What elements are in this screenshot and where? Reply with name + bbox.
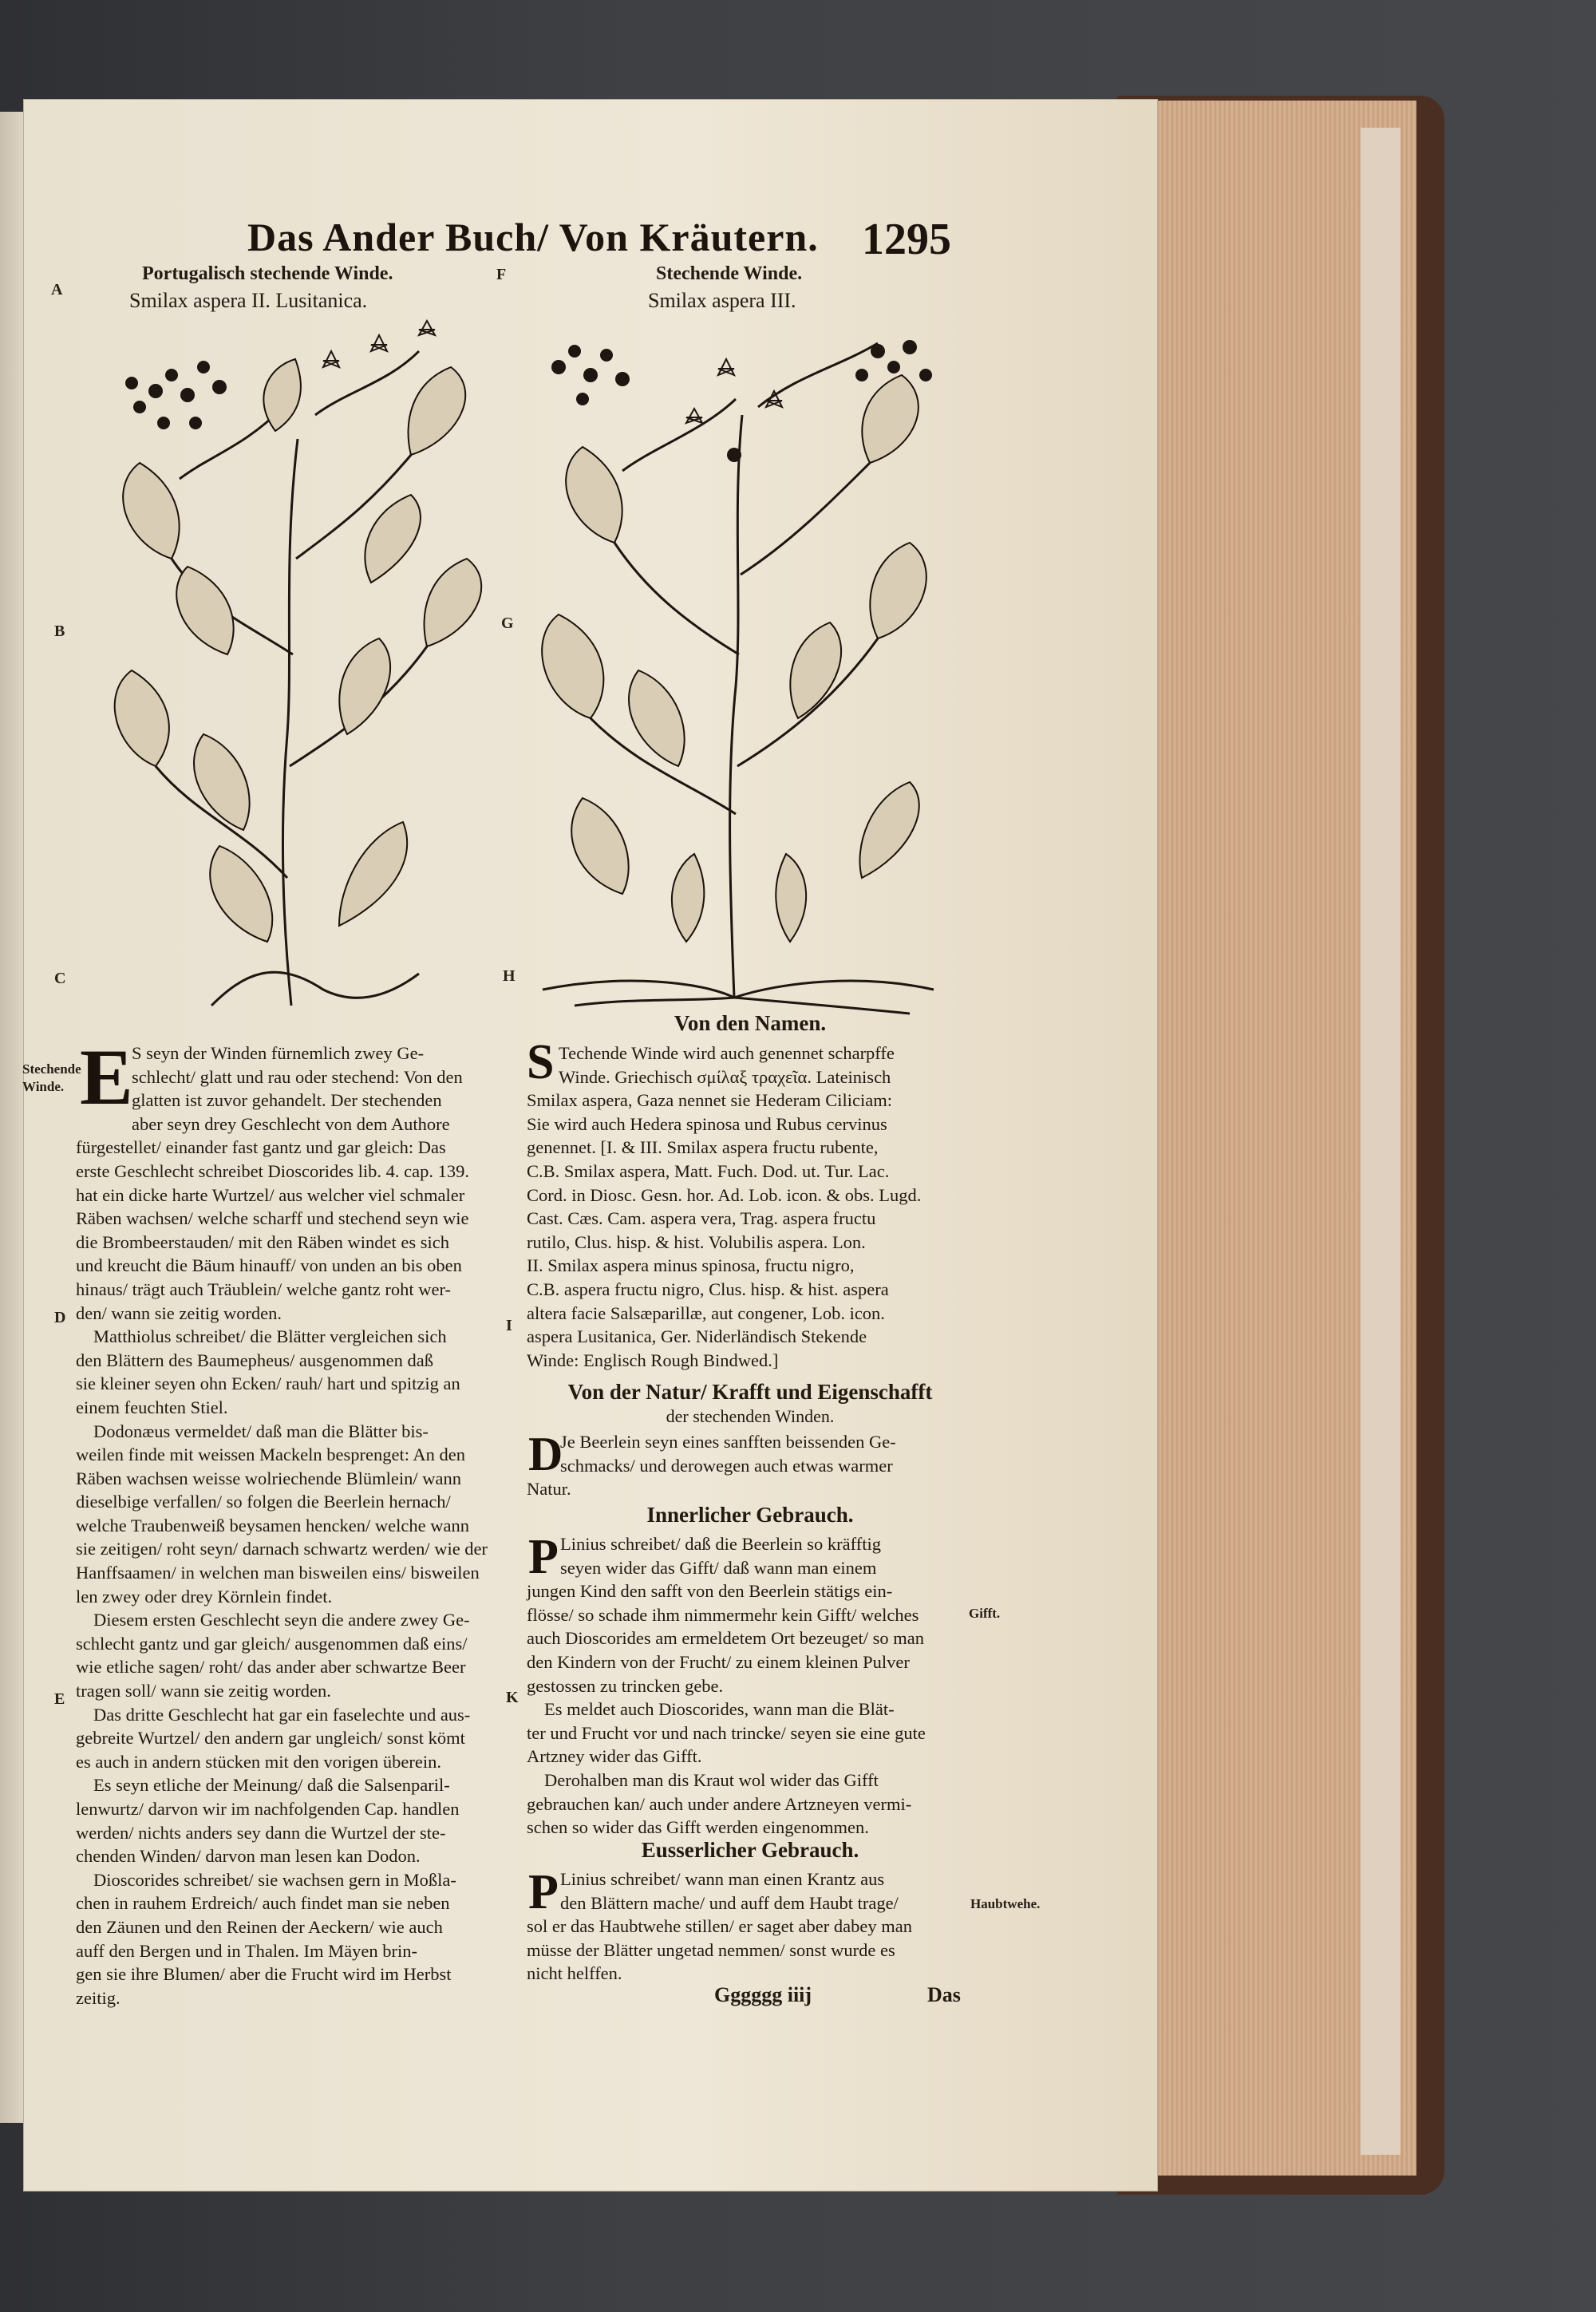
side-note-haubtwehe: Haubtwehe. bbox=[970, 1896, 1041, 1911]
text-line: Das dritte Geschlecht hat gar ein faselechte und aus- bbox=[93, 1704, 471, 1725]
text-line: Smilax aspera, Gaza nennet sie Hederam Ciliciam: bbox=[527, 1090, 892, 1111]
text-line: Linius schreibet/ daß die Beerlein so kräfftig bbox=[560, 1534, 881, 1554]
text-line: sie zeitigen/ roht seyn/ darnach schwartz werden/ wie der bbox=[76, 1539, 488, 1559]
text-line: len zwey oder drey Körnlein findet. bbox=[76, 1586, 333, 1607]
margin-letter-f: F bbox=[496, 266, 507, 283]
text-line: es auch in andern stücken mit den vorigen überein. bbox=[76, 1751, 441, 1772]
signature-mark: Gggggg iiij bbox=[714, 1983, 812, 2006]
text-line: seyen wider das Gifft/ daß wann man einem bbox=[560, 1557, 877, 1578]
left-column-text bbox=[76, 1041, 507, 2010]
side-note-stechende: Stechende bbox=[22, 1061, 81, 1077]
names-text bbox=[527, 1041, 974, 1372]
text-line: Derohalben man dis Kraut wol wider das Gifft bbox=[544, 1769, 879, 1790]
text-line: Es seyn etliche der Meinung/ daß die Salsenparil- bbox=[93, 1775, 450, 1796]
text-line: tragen soll/ wann sie zeitig worden. bbox=[76, 1681, 331, 1701]
text-line: Linius schreibet/ wann man einen Krantz aus bbox=[560, 1869, 885, 1889]
text-line: Räben wachsen/ welche scharff und stechend seyn wie bbox=[76, 1208, 469, 1229]
margin-letter-k: K bbox=[506, 1689, 519, 1706]
external-dropcap: P bbox=[528, 1865, 559, 1919]
text-line: einem feuchten Stiel. bbox=[76, 1397, 228, 1417]
text-line: den Blättern mache/ und auff dem Haubt trage/ bbox=[560, 1892, 899, 1913]
margin-letter-b: B bbox=[54, 622, 65, 640]
text-line: Winde: Englisch Rough Bindwed.] bbox=[527, 1350, 779, 1370]
text-line: schlecht/ glatt und rau oder stechend: Von den bbox=[132, 1066, 463, 1087]
margin-letter-h: H bbox=[503, 967, 516, 985]
section-heading-external-use: Eusserlicher Gebrauch. bbox=[641, 1838, 859, 1862]
text-line: gebrauchen kan/ auch under andere Artzneyen vermi- bbox=[527, 1793, 912, 1814]
text-line: sie kleiner seyen ohn Ecken/ rauh/ hart und spitzig an bbox=[76, 1373, 460, 1394]
nature-dropcap: D bbox=[528, 1428, 563, 1480]
text-line: Cord. in Diosc. Gesn. hor. Ad. Lob. icon. & obs. Lugd. bbox=[527, 1184, 922, 1205]
external-text bbox=[527, 1867, 974, 1986]
internal-dropcap: P bbox=[528, 1530, 559, 1584]
names-dropcap: S bbox=[527, 1035, 555, 1089]
text-line: den Zäunen und den Reinen der Aeckern/ wie auch bbox=[76, 1916, 443, 1937]
section-subheading-nature: der stechenden Winden. bbox=[666, 1405, 835, 1426]
margin-letter-c: C bbox=[54, 970, 66, 987]
text-line: den Kindern von der Frucht/ zu einem kleinen Pulver bbox=[527, 1651, 910, 1672]
text-line: Techende Winde wird auch genennet scharpffe bbox=[559, 1043, 895, 1063]
side-note-winde: Winde. bbox=[22, 1079, 65, 1094]
text-line: auch Dioscorides am ermeldetem Ort bezeuget/ so man bbox=[527, 1628, 924, 1649]
text-line: Dodonæus vermeldet/ daß man die Blätter bis- bbox=[93, 1421, 429, 1441]
text-line: dieselbige verfallen/ so folgen die Beerlein hernach/ bbox=[76, 1492, 451, 1512]
running-head: Das Ander Buch/ Von Kräutern. bbox=[247, 215, 819, 259]
text-line: chenden Winden/ darvon man lesen kan Dodon. bbox=[76, 1846, 421, 1867]
section-heading-names: Von den Namen. bbox=[674, 1011, 827, 1035]
heading-nature-block bbox=[527, 1381, 974, 1428]
nature-text bbox=[527, 1430, 974, 1501]
text-line: weilen finde mit weissen Mackeln besprenget: An den bbox=[76, 1445, 465, 1465]
text-line: S seyn der Winden fürnemlich zwey Ge- bbox=[132, 1043, 425, 1063]
text-line: sol er das Haubtwehe stillen/ er saget aber dabey man bbox=[527, 1916, 912, 1937]
left-column-dropcap: E bbox=[80, 1033, 133, 1121]
text-line: gen sie ihre Blumen/ aber die Frucht wird im Herbst bbox=[76, 1964, 452, 1985]
text-line: hat ein dicke harte Wurtzel/ aus welcher viel schmaler bbox=[76, 1184, 465, 1205]
text-line: auff den Bergen und in Thalen. Im Mäyen brin- bbox=[76, 1940, 418, 1961]
book-fore-edge-highlight bbox=[1361, 128, 1400, 2155]
text-line: glatten ist zuvor gehandelt. Der stechenden bbox=[132, 1090, 442, 1111]
text-line: schen so wider das Gifft werden eingenommen. bbox=[527, 1817, 869, 1838]
text-line: II. Smilax aspera minus spinosa, fructu nigro, bbox=[527, 1255, 855, 1276]
woodcut-smilax-aspera-iii bbox=[527, 319, 950, 1026]
text-line: Sie wird auch Hedera spinosa und Rubus cervinus bbox=[527, 1113, 887, 1134]
text-line: und kreucht die Bäum hinauff/ von unden an bis oben bbox=[76, 1255, 462, 1276]
text-line: C.B. Smilax aspera, Matt. Fuch. Dod. ut. Tur. Lac. bbox=[527, 1160, 890, 1181]
figure-left-caption-german: Portugalisch stechende Winde. bbox=[142, 263, 393, 284]
text-line: aspera Lusitanica, Ger. Niderländisch Stekende bbox=[527, 1326, 867, 1347]
text-line: Artzney wider das Gifft. bbox=[527, 1746, 702, 1767]
text-line: Dioscorides schreibet/ sie wachsen gern in Moßla- bbox=[93, 1869, 456, 1890]
text-line: Räben wachsen weisse wolriechende Blümlein/ wann bbox=[76, 1468, 461, 1488]
internal-text bbox=[527, 1532, 974, 1840]
text-line: rutilo, Clus. hisp. & hist. Volubilis aspera. Lon. bbox=[527, 1231, 866, 1252]
woodcut-smilax-lusitanica bbox=[84, 319, 507, 1026]
figure-left-caption-latin: Smilax aspera II. Lusitanica. bbox=[129, 289, 368, 312]
text-line: chen in rauhem Erdreich/ auch findet man sie neben bbox=[76, 1893, 450, 1914]
text-line: C.B. aspera fructu nigro, Clus. hisp. & hist. aspera bbox=[527, 1279, 889, 1299]
heading-external-block bbox=[527, 1839, 974, 1863]
side-note-gifft: Gifft. bbox=[969, 1606, 1001, 1621]
text-line: erste Geschlecht schreibet Dioscorides lib. 4. cap. 139. bbox=[76, 1160, 469, 1181]
text-line: fürgestellet/ einander fast gantz und gar gleich: Das bbox=[76, 1137, 446, 1158]
text-line: lenwurtz/ darvon wir im nachfolgenden Cap. handlen bbox=[76, 1799, 460, 1819]
text-line: genennet. [I. & III. Smilax aspera fructu rubente, bbox=[527, 1137, 879, 1158]
catchword: Das bbox=[927, 1983, 961, 2006]
text-line: Matthiolus schreibet/ die Blätter vergleichen sich bbox=[93, 1326, 447, 1347]
text-line: aber seyn drey Geschlecht von dem Authore bbox=[132, 1113, 450, 1134]
margin-letter-i: I bbox=[506, 1317, 512, 1334]
text-line: Winde. Griechisch σμίλαξ τραχεῖα. Lateinisch bbox=[559, 1066, 891, 1087]
text-line: schlecht gantz und gar gleich/ ausgenommen daß eins/ bbox=[76, 1633, 468, 1654]
page-number: 1295 bbox=[862, 215, 951, 264]
text-line: schmacks/ und derowegen auch etwas warmer bbox=[560, 1455, 893, 1476]
margin-letter-e: E bbox=[54, 1690, 65, 1708]
text-line: Cast. Cæs. Cam. aspera vera, Trag. aspera fructu bbox=[527, 1208, 876, 1229]
text-line: den/ wann sie zeitig worden. bbox=[76, 1302, 282, 1323]
text-line: ter und Frucht vor und nach trincke/ seyen sie eine gute bbox=[527, 1722, 926, 1743]
text-line: die Brombeerstauden/ mit den Räben windet es sich bbox=[76, 1231, 450, 1252]
text-line: flösse/ so schade ihm nimmermehr kein Gifft/ welches bbox=[527, 1604, 919, 1625]
text-line: gebreite Wurtzel/ den andern gar ungleich/ sonst kömt bbox=[76, 1728, 465, 1749]
section-heading-nature: Von der Natur/ Krafft und Eigenschafft bbox=[567, 1380, 933, 1404]
margin-letter-a: A bbox=[51, 281, 63, 298]
text-line: Es meldet auch Dioscorides, wann man die Blät- bbox=[544, 1699, 895, 1720]
text-line: altera facie Salsæparillæ, aut congener, Lob. icon. bbox=[527, 1302, 885, 1323]
text-line: Hanffsaamen/ in welchen man bisweilen eins/ bisweilen bbox=[76, 1563, 480, 1583]
text-line: welche Traubenweiß beysamen hencken/ welche wann bbox=[76, 1515, 469, 1535]
text-line: nicht helffen. bbox=[527, 1963, 622, 1984]
text-line: jungen Kind den safft von den Beerlein stätigs ein- bbox=[527, 1581, 893, 1602]
text-line: wie etliche sagen/ roht/ das ander aber schwartze Beer bbox=[76, 1657, 466, 1678]
text-line: müsse der Blätter ungetad nemmen/ sonst wurde es bbox=[527, 1939, 895, 1960]
text-line: Diesem ersten Geschlecht seyn die andere zwey Ge- bbox=[93, 1610, 470, 1630]
text-line: hinaus/ trägt auch Träublein/ welche gantz roht wer- bbox=[76, 1279, 452, 1299]
text-line: zeitig. bbox=[76, 1987, 120, 2008]
margin-letter-d: D bbox=[54, 1309, 66, 1326]
text-line: gestossen zu trincken gebe. bbox=[527, 1675, 724, 1696]
text-line: den Blättern des Baumepheus/ ausgenommen daß bbox=[76, 1350, 434, 1370]
heading-internal-block bbox=[527, 1504, 974, 1528]
text-line: Je Beerlein seyn eines sanfften beissenden Ge- bbox=[560, 1432, 896, 1452]
figure-right-caption-latin: Smilax aspera III. bbox=[648, 289, 796, 312]
margin-letter-g: G bbox=[501, 615, 514, 632]
section-heading-internal-use: Innerlicher Gebrauch. bbox=[646, 1503, 854, 1527]
text-line: Natur. bbox=[527, 1479, 571, 1500]
figure-right-caption-german: Stechende Winde. bbox=[656, 263, 803, 284]
text-line: werden/ nichts anders sey dann die Wurtzel der ste- bbox=[76, 1822, 446, 1843]
heading-names-block bbox=[527, 1012, 974, 1036]
